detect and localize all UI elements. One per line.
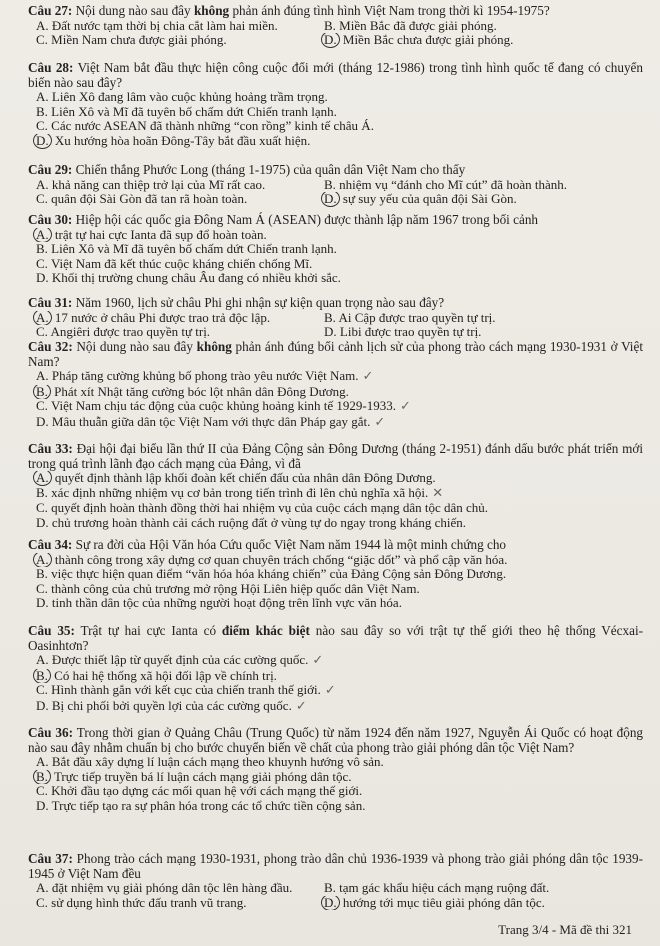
option-text: thành công của chủ trương mở rộng Hội Liên hiệp quốc dân Việt Nam. — [51, 581, 420, 596]
question-stem — [28, 61, 643, 90]
option-text: thành công trong xây dựng cơ quan chuyên trách chống “giặc dốt” và phổ cập văn hóa. — [54, 552, 508, 567]
option-c[interactable] — [28, 896, 316, 911]
stem-text: Nội dung nào sau đây — [72, 339, 197, 354]
selected-answer-circle: A. — [33, 311, 52, 326]
option-a[interactable] — [28, 311, 316, 326]
option-b[interactable] — [28, 770, 643, 785]
option-letter: D. — [36, 414, 49, 429]
option-b[interactable] — [28, 242, 643, 257]
check-mark-icon: ✓ — [295, 698, 307, 714]
option-letter: C. — [36, 784, 48, 799]
option-letter: A. — [36, 881, 49, 896]
option-letter: C. — [36, 683, 48, 698]
option-letter: C. — [36, 119, 48, 134]
question-37 — [28, 852, 643, 910]
option-text: Việt Nam chịu tác động của cuộc khủng hoảng kinh tế 1929-1933. — [50, 399, 397, 414]
selected-answer-circle: D. — [33, 134, 52, 149]
option-text: Việt Nam đã kết thúc cuộc kháng chiến chống Mĩ. — [50, 256, 313, 271]
stem-text: Hiệp hội các quốc gia Đông Nam Á (ASEAN) được thành lập năm 1967 trong bối cảnh — [72, 212, 539, 227]
option-text: Phát xít Nhật tăng cường bóc lột nhân dân Đông Dương. — [54, 384, 349, 399]
selected-answer-circle: D. — [321, 33, 340, 48]
stem-emphasis: điểm khác biệt — [221, 623, 310, 638]
option-text: Miền Nam chưa được giải phóng. — [51, 33, 227, 48]
option-text: Pháp tăng cường khủng bố phong trào yêu nước Việt Nam. — [51, 369, 359, 384]
option-text: quyết định hoàn thành đồng thời hai nhiệm vụ của cuộc cách mạng dân tộc dân chủ. — [51, 501, 489, 516]
option-d[interactable] — [28, 699, 643, 715]
option-text: Có hai hệ thống xã hội đối lập về chính trị. — [54, 668, 277, 683]
stem-text: Trật tự hai cực Ianta có — [74, 623, 222, 638]
selected-answer-circle: A. — [33, 471, 52, 486]
question-stem — [28, 4, 643, 19]
option-text: Khối thị trường chung châu Âu đang có nhiều khởi sắc. — [51, 271, 341, 286]
option-a[interactable] — [28, 553, 643, 568]
option-letter: B. — [324, 881, 336, 896]
question-number: Câu 36: — [28, 725, 74, 740]
stem-text: Việt Nam bắt đầu thực hiện công cuộc đổi mới (tháng 12-1986) trong tình hình quốc tế đang có chuyển biến nào sau đây? — [28, 60, 643, 90]
question-number: Câu 32: — [28, 339, 73, 354]
option-letter: B. — [324, 310, 336, 325]
stem-emphasis: không — [193, 3, 230, 18]
option-text: Được thiết lập từ quyết định của các cường quốc. — [51, 653, 309, 668]
option-text: đặt nhiệm vụ giải phóng dân tộc lên hàng đầu. — [51, 881, 293, 896]
option-a[interactable] — [28, 178, 316, 193]
selected-answer-circle: B. — [33, 669, 51, 684]
option-b[interactable] — [316, 881, 549, 896]
question-stem — [28, 340, 643, 369]
option-text: 17 nước ở châu Phi được trao trả độc lập. — [54, 310, 271, 325]
option-c[interactable] — [28, 325, 316, 340]
option-text: sự suy yếu của quân đội Sài Gòn. — [342, 192, 517, 207]
page-footer: Trang 3/4 - Mã đề thi 321 — [498, 922, 632, 937]
option-c[interactable] — [28, 33, 316, 48]
option-b[interactable] — [316, 311, 496, 326]
question-36 — [28, 726, 643, 814]
question-31 — [28, 296, 643, 340]
option-a[interactable] — [28, 19, 316, 34]
option-text: tinh thần dân tộc của những người hoạt động trên lĩnh vực văn hóa. — [51, 596, 402, 611]
question-35 — [28, 624, 643, 715]
question-stem — [28, 163, 643, 178]
option-text: Angiêri được trao quyền tự trị. — [50, 325, 211, 340]
option-letter: C. — [36, 581, 48, 596]
option-text: Các nước ASEAN đã thành những “con rồng” kinh tế châu Á. — [51, 119, 374, 134]
option-text: quyết định thành lập khối đoàn kết chiến đấu của nhân dân Đông Dương. — [54, 471, 436, 486]
option-text: tạm gác khẩu hiệu cách mạng ruộng đất. — [339, 881, 550, 896]
question-stem — [28, 726, 643, 755]
option-letter: C. — [36, 192, 48, 207]
option-text: Bị chi phối bởi quyền lợi của các cường quốc. — [51, 698, 292, 713]
question-32 — [28, 340, 643, 431]
question-28 — [28, 61, 643, 149]
option-text: Hình thành gắn với kết cục của chiến tranh thế giới. — [51, 683, 321, 698]
option-letter: A. — [36, 653, 49, 668]
selected-answer-circle: B. — [33, 770, 51, 785]
option-text: Bắt đầu xây dựng lí luận cách mạng theo khuynh hướng vô sản. — [51, 755, 384, 770]
option-a[interactable] — [28, 471, 643, 486]
question-number: Câu 28: — [28, 60, 74, 75]
option-text: Đất nước tạm thời bị chia cắt làm hai miền. — [51, 18, 278, 33]
option-d[interactable] — [28, 415, 643, 431]
question-stem — [28, 213, 643, 228]
option-text: khả năng can thiệp trở lại của Mĩ rất cao. — [51, 177, 266, 192]
check-mark-icon: ✓ — [374, 414, 386, 430]
option-d[interactable] — [28, 799, 643, 814]
selected-answer-circle: D. — [321, 896, 340, 911]
option-text: Trực tiếp truyền bá lí luận cách mạng giải phóng dân tộc. — [53, 769, 352, 784]
option-letter: B. — [324, 177, 336, 192]
option-letter: B. — [324, 18, 336, 33]
option-text: Miền Bắc chưa được giải phóng. — [342, 33, 514, 48]
question-number: Câu 37: — [28, 851, 73, 866]
option-text: Khởi đầu tạo dựng các mối quan hệ với cách mạng thế giới. — [51, 784, 363, 799]
option-text: chủ trương hoàn thành cải cách ruộng đất ở vùng tự do ngay trong kháng chiến. — [51, 515, 467, 530]
stem-text: Sự ra đời của Hội Văn hóa Cứu quốc Việt Nam năm 1944 là một minh chứng cho — [72, 537, 507, 552]
question-stem — [28, 624, 643, 653]
option-letter: A. — [36, 177, 49, 192]
option-text: quân đội Sài Gòn đã tan rã hoàn toàn. — [51, 192, 248, 207]
option-letter: C. — [36, 501, 48, 516]
option-d[interactable] — [28, 516, 643, 531]
option-letter: C. — [36, 256, 48, 271]
option-a[interactable] — [28, 653, 643, 669]
stem-text: Năm 1960, lịch sử châu Phi ghi nhận sự kiện quan trọng nào sau đây? — [72, 295, 445, 310]
option-text: sử dụng hình thức đấu tranh vũ trang. — [51, 895, 247, 910]
option-d[interactable] — [316, 325, 481, 340]
option-letter: B. — [36, 242, 48, 257]
cross-mark-icon: ✕ — [432, 485, 444, 501]
stem-emphasis: không — [196, 339, 232, 354]
check-mark-icon: ✓ — [312, 653, 324, 669]
question-34 — [28, 538, 643, 611]
question-number: Câu 30: — [28, 212, 73, 227]
option-text: Trực tiếp tạo ra sự phân hóa trong các tổ chức tiền cộng sản. — [51, 798, 366, 813]
option-b[interactable] — [28, 105, 643, 120]
option-b[interactable] — [28, 567, 643, 582]
question-stem — [28, 296, 643, 311]
option-b[interactable] — [28, 385, 643, 400]
option-letter: C. — [36, 399, 48, 414]
option-c[interactable] — [28, 192, 316, 207]
option-letter: A. — [36, 369, 49, 384]
option-letter: A. — [36, 755, 49, 770]
selected-answer-circle: A. — [33, 553, 52, 568]
check-mark-icon: ✓ — [362, 369, 374, 385]
option-d[interactable] — [28, 134, 643, 149]
question-30 — [28, 213, 643, 286]
stem-text: Chiến thắng Phước Long (tháng 1-1975) của quân dân Việt Nam cho thấy — [72, 162, 466, 177]
option-text: Xu hướng hòa hoãn Đông-Tây bắt đầu xuất hiện. — [54, 133, 311, 148]
check-mark-icon: ✓ — [324, 683, 336, 699]
option-b[interactable] — [316, 19, 497, 34]
option-a[interactable] — [28, 228, 643, 243]
option-a[interactable] — [28, 881, 316, 896]
option-text: Miền Bắc đã được giải phóng. — [339, 18, 497, 33]
option-text: Mâu thuẫn giữa dân tộc Việt Nam với thực dân Pháp gay gắt. — [51, 414, 371, 429]
option-text: Liên Xô và Mĩ đã tuyên bố chấm dứt Chiến tranh lạnh. — [51, 242, 337, 257]
option-c[interactable] — [28, 582, 643, 597]
option-letter: D. — [36, 271, 49, 286]
option-c[interactable] — [28, 683, 643, 699]
question-number: Câu 29: — [28, 162, 73, 177]
option-a[interactable] — [28, 369, 643, 385]
stem-text: Đại hội đại biểu lần thứ II của Đảng Cộng sản Đông Dương (tháng 2-1951) đánh dấu bước phát triển mới trong quá trình lãnh đạo cách mạng của Đảng, vì đã — [28, 441, 643, 471]
question-stem — [28, 852, 643, 881]
option-letter: D. — [36, 515, 49, 530]
option-d[interactable] — [316, 192, 517, 207]
option-d[interactable] — [28, 271, 643, 286]
option-b[interactable] — [316, 178, 567, 193]
option-text: xác định những nhiệm vụ cơ bản trong tiến trình đi lên chủ nghĩa xã hội. — [51, 485, 429, 500]
option-b[interactable] — [28, 669, 643, 684]
stem-text: Nội dung nào sau đây — [72, 3, 194, 18]
option-text: nhiệm vụ “đánh cho Mĩ cút” đã hoàn thành. — [339, 177, 567, 192]
selected-answer-circle: B. — [33, 385, 51, 400]
option-letter: D. — [36, 596, 49, 611]
option-letter: C. — [36, 895, 48, 910]
option-a[interactable] — [28, 90, 643, 105]
option-text: Ai Cập được trao quyền tự trị. — [338, 310, 496, 325]
option-c[interactable] — [28, 784, 643, 799]
question-stem — [28, 538, 643, 553]
question-number: Câu 33: — [28, 441, 73, 456]
question-number: Câu 35: — [28, 623, 75, 638]
option-c[interactable] — [28, 257, 643, 272]
option-text: trật tự hai cực Ianta đã sụp đổ hoàn toàn. — [54, 227, 267, 242]
option-d[interactable] — [316, 33, 513, 48]
option-b[interactable] — [28, 486, 643, 502]
question-number: Câu 31: — [28, 295, 73, 310]
option-d[interactable] — [316, 896, 545, 911]
option-letter: B. — [36, 485, 48, 500]
option-letter: C. — [36, 33, 48, 48]
option-letter: D. — [36, 698, 49, 713]
option-text: Liên Xô đang lâm vào cuộc khủng hoảng trầm trọng. — [51, 90, 328, 105]
option-c[interactable] — [28, 399, 643, 415]
question-27 — [28, 4, 643, 48]
option-c[interactable] — [28, 501, 643, 516]
question-number: Câu 27: — [28, 3, 73, 18]
option-letter: A. — [36, 90, 49, 105]
option-text: hướng tới mục tiêu giải phóng dân tộc. — [342, 895, 545, 910]
option-text: Liên Xô và Mĩ đã tuyên bố chấm dứt Chiến tranh lạnh. — [51, 104, 337, 119]
option-letter: C. — [36, 325, 48, 340]
check-mark-icon: ✓ — [400, 399, 411, 415]
stem-text: Phong trào cách mạng 1930-1931, phong trào dân chủ 1936-1939 và phong trào giải phóng dân tộc 1939-1945 ở Việt Nam đều — [28, 851, 643, 881]
option-d[interactable] — [28, 596, 643, 611]
option-text: Libi được trao quyền tự trị. — [339, 325, 482, 340]
option-letter: B. — [36, 567, 48, 582]
option-a[interactable] — [28, 755, 643, 770]
stem-text: Trong thời gian ở Quảng Châu (Trung Quốc) từ năm 1924 đến năm 1927, Nguyễn Ái Quốc có hoạt động nào sau đây nhằm chuẩn bị cho bước chuyển biến về chất của phong trào giải phóng dân tộc Việt Nam? — [28, 725, 644, 755]
stem-text: nào sau đây so với trật tự thế giới theo hệ thống Vécxai-Oasinhtơn? — [28, 623, 644, 653]
selected-answer-circle: A. — [33, 228, 52, 243]
option-letter: D. — [36, 798, 49, 813]
question-29 — [28, 163, 643, 207]
option-c[interactable] — [28, 119, 643, 134]
option-letter: B. — [36, 104, 48, 119]
question-33 — [28, 442, 643, 531]
stem-text: phản ánh đúng bối cảnh lịch sử của phong trào cách mạng 1930-1931 ở Việt Nam? — [28, 339, 643, 369]
stem-text: phản ánh đúng tình hình Việt Nam trong thời kì 1954-1975? — [229, 3, 550, 18]
option-letter: D. — [324, 325, 337, 340]
option-letter: A. — [36, 18, 49, 33]
question-number: Câu 34: — [28, 537, 73, 552]
selected-answer-circle: D. — [321, 192, 340, 207]
question-stem — [28, 442, 643, 471]
option-text: việc thực hiện quan điểm “văn hóa hóa kháng chiến” của Đảng Cộng sản Đông Dương. — [51, 567, 507, 582]
